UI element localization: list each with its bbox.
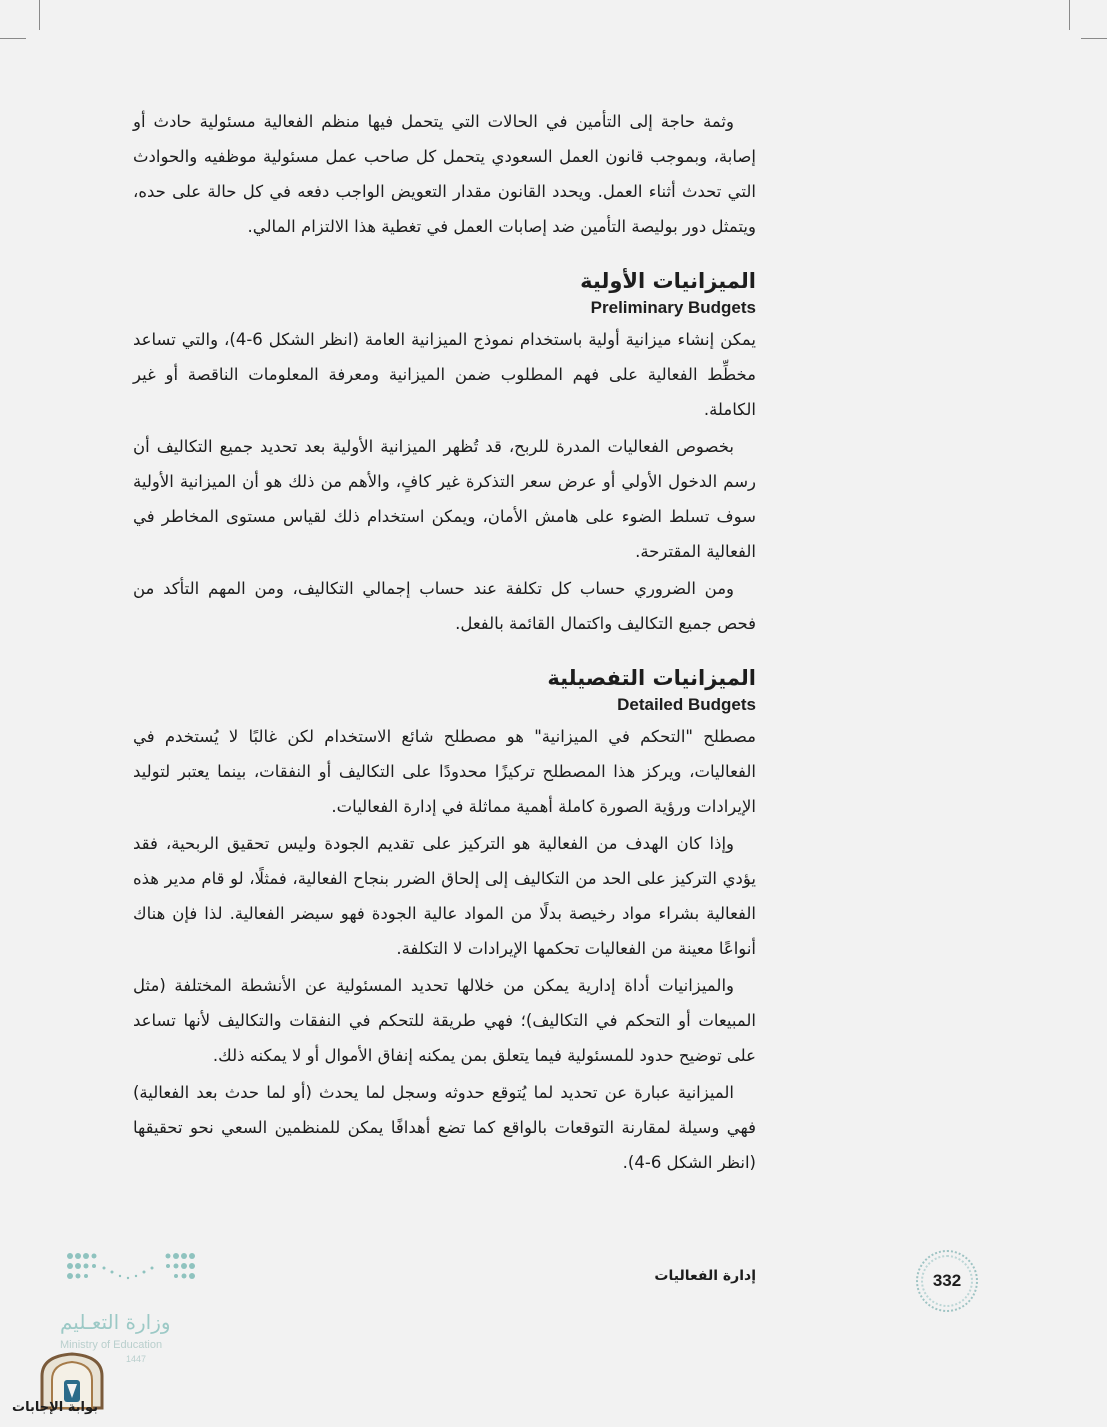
crop-mark-top-left xyxy=(0,38,26,39)
page-number: 332 xyxy=(921,1255,973,1307)
detailed-heading-ar: الميزانيات التفصيلية xyxy=(547,666,756,690)
book-title: إدارة الفعاليات xyxy=(654,1268,756,1284)
detailed-heading-en: Detailed Budgets xyxy=(617,695,756,714)
intro-paragraph: وثمة حاجة إلى التأمين في الحالات التي يتحمل فيها منظم الفعالية مسئولية حادث أو إصابة، وبموجب قانون العمل السعودي يتحمل كل صاحب عمل مسئولية موظفيه والحوادث التي تحدث أثناء العمل. ويحدد القانون مقدار التعويض الواجب دفعه في كل حالة على حده، ويتمثل دور بوليصة التأمين ضد إصابات العمل في تغطية هذا الالتزام المالي. xyxy=(133,112,756,236)
ministry-year: 1447 xyxy=(126,1354,147,1364)
detailed-paragraph-4: الميزانية عبارة عن تحديد لما يُتوقع حدوثه وسجل لما يحدث (أو لما حدث بعد الفعالية) فهي وسيلة لمقارنة التوقعات بالواقع كما تضع أهدافًا يمكن للمنظمين السعي نحو تحقيقها (انظر الشكل 6-4). xyxy=(133,1083,756,1172)
ministry-name-en: Ministry of Education xyxy=(60,1339,163,1351)
detailed-paragraph-2: وإذا كان الهدف من الفعالية هو التركيز على تقديم الجودة وليس تحقيق الربحية، فقد يؤدي التركيز على الحد من التكاليف إلى إلحاق الضرر بنجاح الفعالية، فمثلًا، لو قام مدير هذه الفعالية بشراء مواد رخيصة بدلًا من المواد عالية الجودة فهو سيضر الفعالية. لذا فإن هناك أنواعًا معينة من الفعاليات تحكمها الإيرادات لا التكلفة. xyxy=(133,834,756,958)
ministry-name-ar: وزارة التعـليم xyxy=(60,1310,171,1334)
preliminary-paragraph-3: ومن الضروري حساب كل تكلفة عند حساب إجمالي التكاليف، ومن المهم التأكد من فحص جميع التكاليف واكتمال القائمة بالفعل. xyxy=(133,579,756,633)
page-number-badge xyxy=(916,1250,978,1312)
detailed-paragraph-1: مصطلح "التحكم في الميزانية" هو مصطلح شائع الاستخدام لكن غالبًا لا يُستخدم في الفعاليات، ويركز هذا المصطلح تركيزًا محدودًا على التكاليف أو النفقات، بينما يعتبر لتوليد الإيرادات ورؤية الصورة كاملة أهمية مماثلة في إدارة الفعاليات. xyxy=(133,727,756,816)
preliminary-heading-en: Preliminary Budgets xyxy=(590,298,756,317)
ministry-dots-icon xyxy=(64,1248,198,1292)
answers-portal-label: بوابة الإجابات xyxy=(12,1400,98,1415)
page-body xyxy=(133,104,756,1180)
crop-mark-top-right xyxy=(1081,38,1107,39)
preliminary-paragraph-2: بخصوص الفعاليات المدرة للربح، قد تُظهر الميزانية الأولية بعد تحديد جميع التكاليف أن رسم الدخول الأولي أو عرض سعر التذكرة غير كافٍ، والأهم من ذلك هو أن الميزانية الأولية سوف تسلط الضوء على هامش الأمان، ويمكن استخدام ذلك لقياس مستوى المخاطر في الفعالية المقترحة. xyxy=(133,437,756,561)
preliminary-heading-ar: الميزانيات الأولية xyxy=(580,269,756,293)
crop-mark-right xyxy=(1069,0,1070,30)
crop-mark-left xyxy=(39,0,40,30)
preliminary-paragraph-1: يمكن إنشاء ميزانية أولية باستخدام نموذج الميزانية العامة (انظر الشكل 6-4)، والتي تساعد مخطِّط الفعالية على فهم المطلوب ضمن الميزانية ومعرفة المعلومات الناقصة أو غير الكاملة. xyxy=(133,330,756,419)
ministry-logo xyxy=(60,1248,200,1364)
detailed-paragraph-3: والميزانيات أداة إدارية يمكن من خلالها تحديد المسئولية عن الأنشطة المختلفة (مثل المبيعات أو التحكم في التكاليف)؛ فهي طريقة للتحكم في النفقات والتكاليف لأنها تساعد على توضيح حدود للمسئولية فيما يتعلق بمن يمكنه إنفاق الأموال أو لا يمكنه ذلك. xyxy=(133,976,756,1065)
